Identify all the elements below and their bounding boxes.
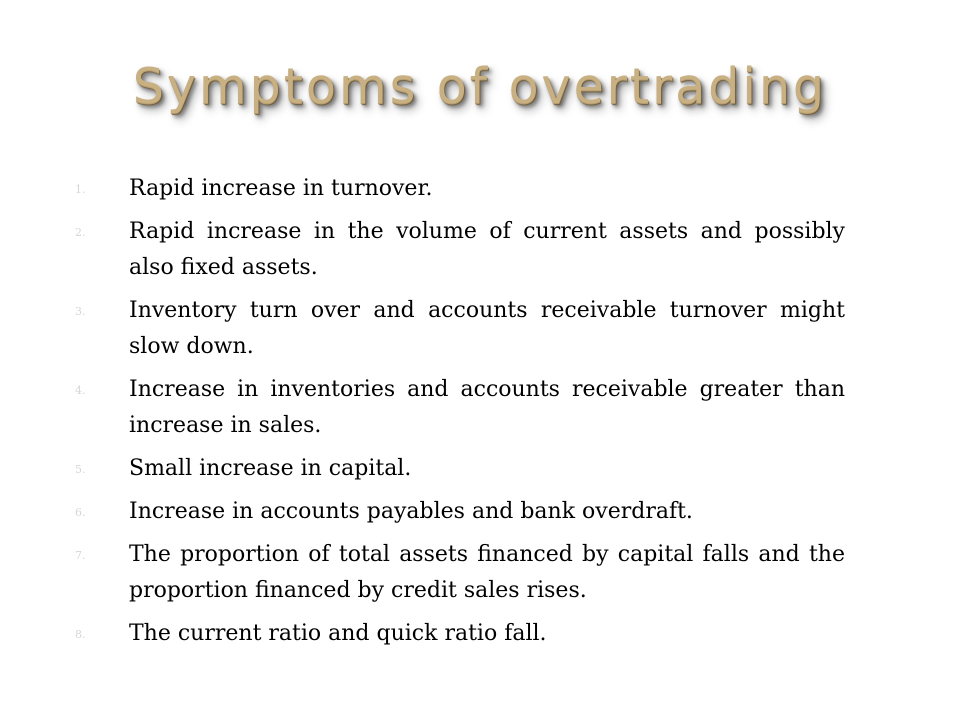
list-item-number: 3. bbox=[75, 305, 86, 318]
list-item-number: 5. bbox=[75, 463, 86, 476]
list-item-number: 4. bbox=[75, 384, 86, 397]
list-item-text: Rapid increase in the volume of current assets and possibly also fixed assets. bbox=[129, 219, 845, 280]
list-item bbox=[75, 616, 845, 652]
list-item-number: 1. bbox=[75, 183, 86, 196]
list-item bbox=[75, 171, 845, 207]
list-item-text: Increase in inventories and accounts receivable greater than increase in sales. bbox=[129, 377, 845, 438]
list-item-number: 2. bbox=[75, 226, 86, 239]
list-item bbox=[75, 494, 845, 530]
list-item-number: 7. bbox=[75, 549, 86, 562]
list-item bbox=[75, 537, 845, 609]
symptoms-list bbox=[75, 171, 845, 659]
list-item-text: The proportion of total assets financed by capital falls and the proportion financed by credit sales rises. bbox=[129, 542, 845, 603]
list-item-number: 8. bbox=[75, 628, 86, 641]
list-item bbox=[75, 293, 845, 365]
list-item-text: Increase in accounts payables and bank overdraft. bbox=[129, 499, 693, 524]
list-item-text: Rapid increase in turnover. bbox=[129, 176, 433, 201]
list-item-text: Small increase in capital. bbox=[129, 456, 412, 481]
list-item-text: The current ratio and quick ratio fall. bbox=[129, 621, 547, 646]
list-item bbox=[75, 214, 845, 286]
list-item bbox=[75, 451, 845, 487]
list-item-text: Inventory turn over and accounts receivable turnover might slow down. bbox=[129, 298, 845, 359]
slide-title: Symptoms of overtrading bbox=[132, 58, 828, 115]
list-item bbox=[75, 372, 845, 444]
list-item-number: 6. bbox=[75, 506, 86, 519]
